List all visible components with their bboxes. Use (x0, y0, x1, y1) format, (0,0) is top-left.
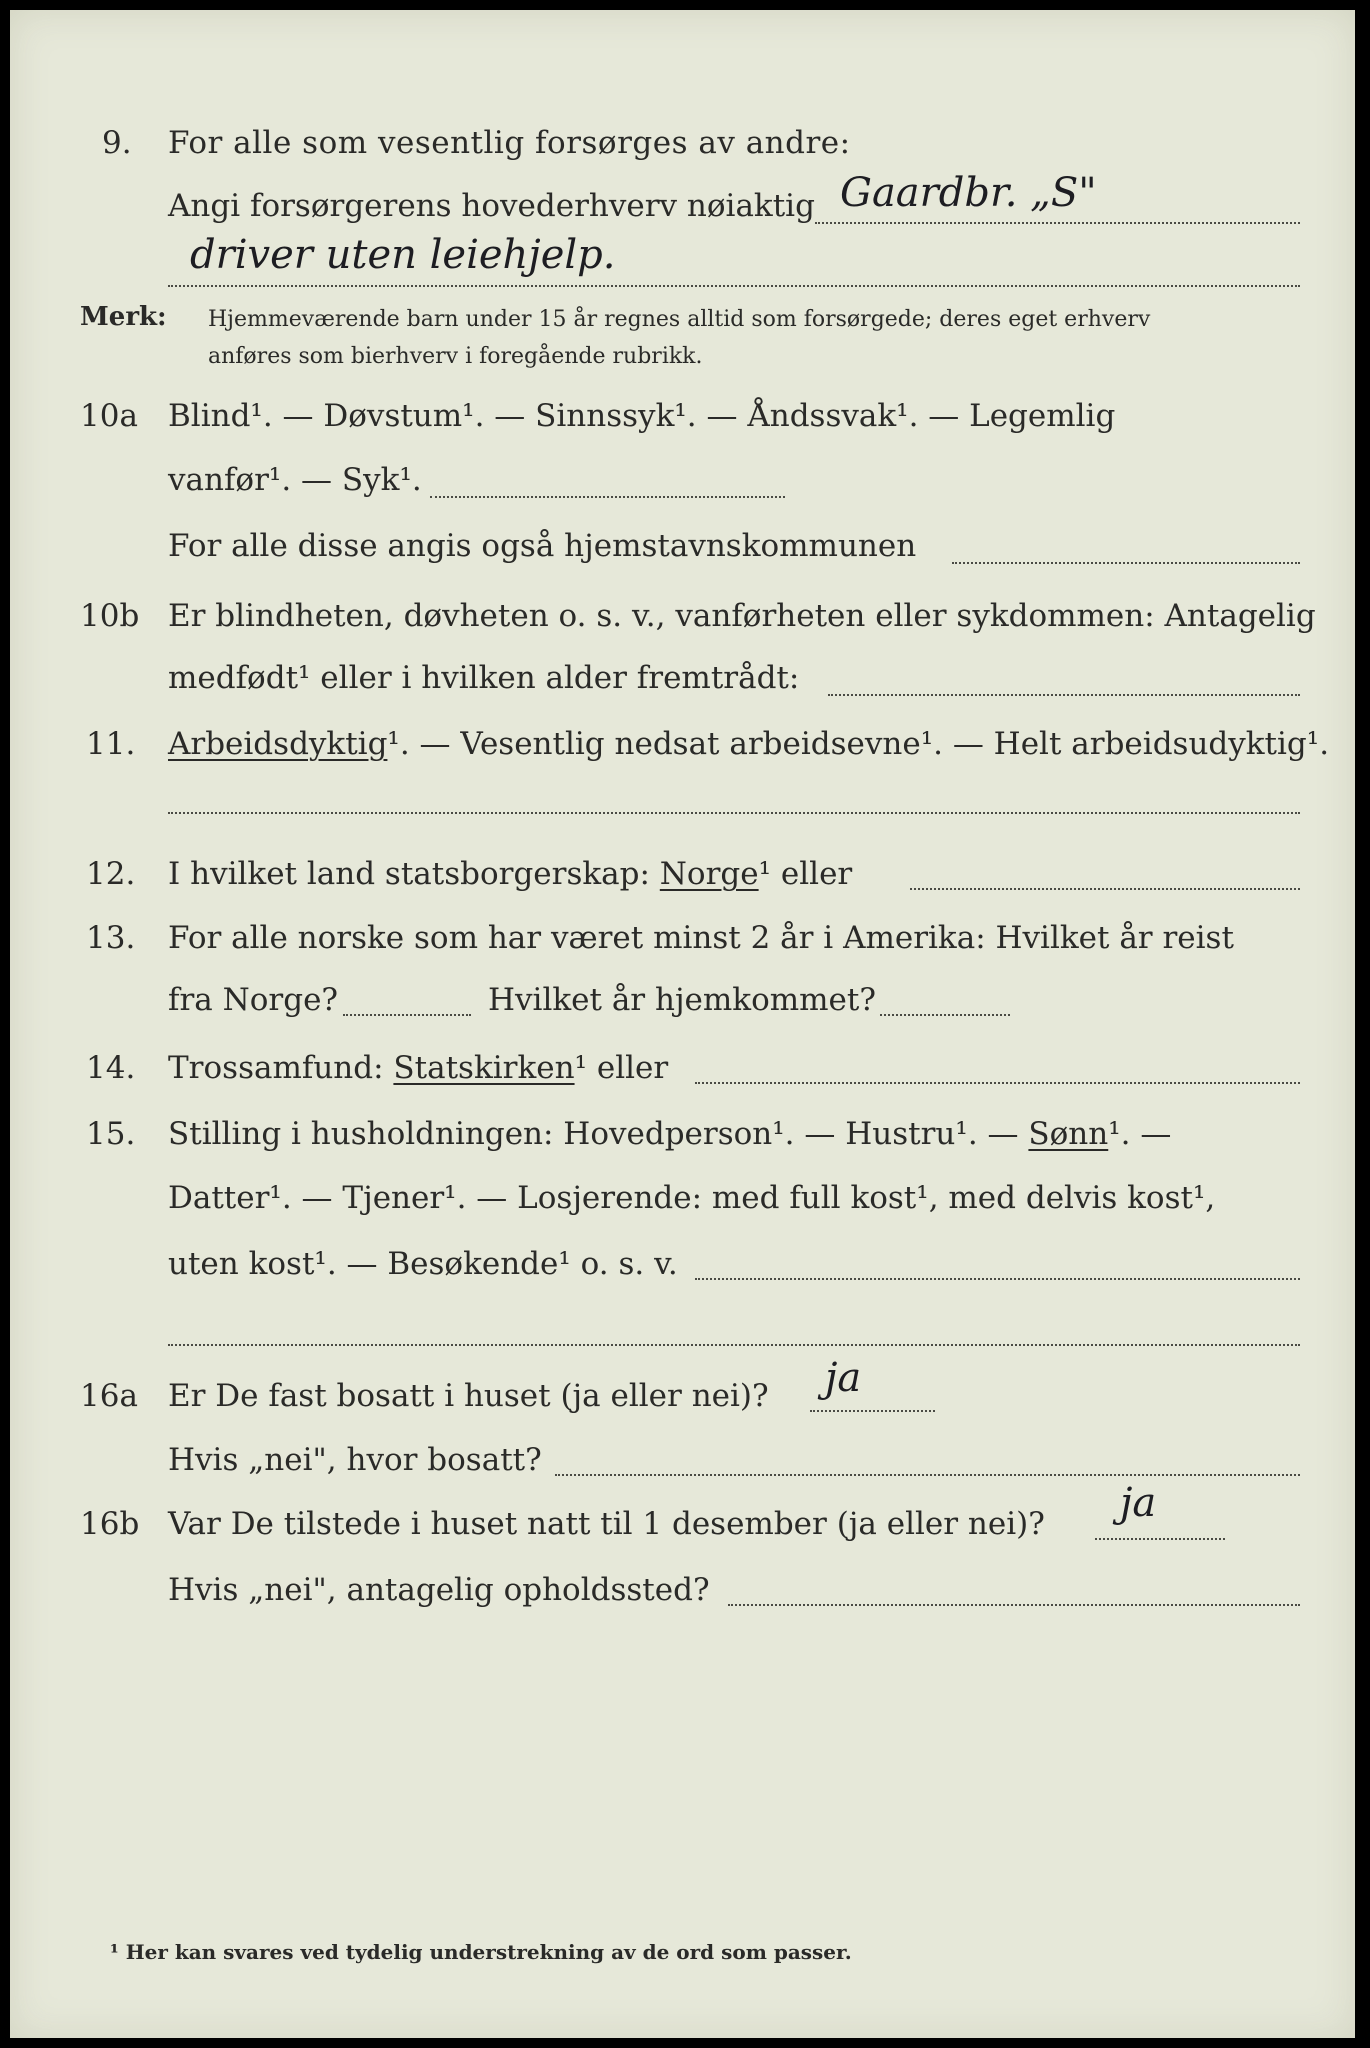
q15-line2: Datter¹. — Tjener¹. — Losjerende: med full kost¹, med delvis kost¹, (168, 1180, 1216, 1216)
q10b-answer-line (828, 694, 1300, 696)
q16a-bosatt-line (555, 1474, 1300, 1476)
q15-line1-post: ¹. — (1108, 1116, 1172, 1152)
q9-line2: Angi forsørgerens hovederhverv nøiaktig (168, 188, 815, 224)
q14-answer-line (695, 1082, 1300, 1084)
q15-answer-line (695, 1278, 1300, 1280)
q9-handwritten-answer2: driver uten leiehjelp. (190, 232, 616, 278)
q9-line1: For alle som vesentlig forsørges av andre: (168, 125, 851, 161)
q11-line1 (168, 726, 1329, 762)
q9-answer-line2 (168, 285, 1300, 287)
q12-question: I hvilket land statsborgerskap: (168, 856, 650, 892)
q14-underlined-option: Statskirken (393, 1050, 575, 1086)
q15-line1-pre: Stilling i husholdningen: Hovedperson¹. — Hustru¹. — (168, 1116, 1019, 1152)
merk-line2: anføres som bierhverv i foregående rubrikk. (208, 344, 703, 369)
q10a-line1: Blind¹. — Døvstum¹. — Sinnssyk¹. — Åndssvak¹. — Legemlig (168, 398, 1116, 434)
q13-line1: For alle norske som har været minst 2 år i Amerika: Hvilket år reist (168, 920, 1234, 956)
q16a-handwritten-answer: ja (825, 1355, 862, 1401)
q9-number: 9. (102, 125, 132, 161)
q10b-number: 10b (80, 598, 140, 634)
q10a-syk-line (430, 496, 785, 498)
q9-answer-line1 (815, 222, 1300, 224)
q10b-line1: Er blindheten, døvheten o. s. v., vanførheten eller sykdommen: Antagelig (168, 598, 1316, 634)
q13-line2a: fra Norge? (168, 982, 339, 1018)
q14-question: Trossamfund: (168, 1050, 384, 1086)
q16a-line2: Hvis „nei", hvor bosatt? (168, 1442, 542, 1478)
q10a-line3: For alle disse angis også hjemstavnskommunen (168, 528, 917, 564)
q15-underlined-option: Sønn (1028, 1116, 1109, 1152)
q11-line1-rest: ¹. — Vesentlig nedsat arbeidsevne¹. — Helt arbeidsudyktig¹. (387, 726, 1330, 762)
q16b-handwritten-answer: ja (1120, 1480, 1157, 1526)
q13-number: 13. (86, 920, 136, 956)
census-form-page (10, 10, 1355, 2038)
q14-post: ¹ eller (574, 1050, 669, 1086)
q12-number: 12. (86, 856, 136, 892)
q16b-line2: Hvis „nei", antagelig opholdssted? (168, 1572, 710, 1608)
q16b-answer-line (1095, 1538, 1225, 1540)
q13-line2b: Hvilket år hjemkommet? (488, 982, 876, 1018)
q11-number: 11. (86, 726, 136, 762)
q14-number: 14. (86, 1050, 136, 1086)
q13-reist-line (343, 1014, 471, 1016)
q16b-opholdssted-line (728, 1604, 1300, 1606)
merk-line1: Hjemmeværende barn under 15 år regnes alltid som forsørgede; deres eget erhverv (208, 307, 1151, 332)
q14-line (168, 1050, 668, 1086)
q10a-kommune-line (952, 562, 1300, 564)
q16b-number: 16b (80, 1506, 140, 1542)
q15-extra-line (168, 1344, 1300, 1346)
q15-number: 15. (86, 1116, 136, 1152)
footnote: ¹ Her kan svares ved tydelig understrekning av de ord som passer. (110, 1940, 852, 1964)
q15-line1 (168, 1116, 1171, 1152)
q10b-line2: medfødt¹ eller i hvilken alder fremtrådt: (168, 660, 800, 696)
q11-underlined-option: Arbeidsdyktig (168, 726, 388, 762)
q16a-line1: Er De fast bosatt i huset (ja eller nei)? (168, 1378, 769, 1414)
q16b-line1: Var De tilstede i huset natt til 1 desember (ja eller nei)? (168, 1506, 1045, 1542)
q12-post: ¹ eller (758, 856, 853, 892)
q16a-answer-line (810, 1410, 935, 1412)
q12-line (168, 856, 852, 892)
q10a-number: 10a (80, 398, 138, 434)
q9-handwritten-answer1: Gaardbr. „S" (840, 170, 1097, 216)
q12-answer-line (910, 888, 1300, 890)
q16a-number: 16a (80, 1378, 138, 1414)
q11-answer-line (168, 812, 1300, 814)
merk-label: Merk: (80, 302, 167, 332)
q13-hjemkommet-line (880, 1014, 1010, 1016)
q12-underlined-option: Norge (659, 856, 759, 892)
q10a-line2: vanfør¹. — Syk¹. (168, 462, 422, 498)
q15-line3: uten kost¹. — Besøkende¹ o. s. v. (168, 1246, 678, 1282)
